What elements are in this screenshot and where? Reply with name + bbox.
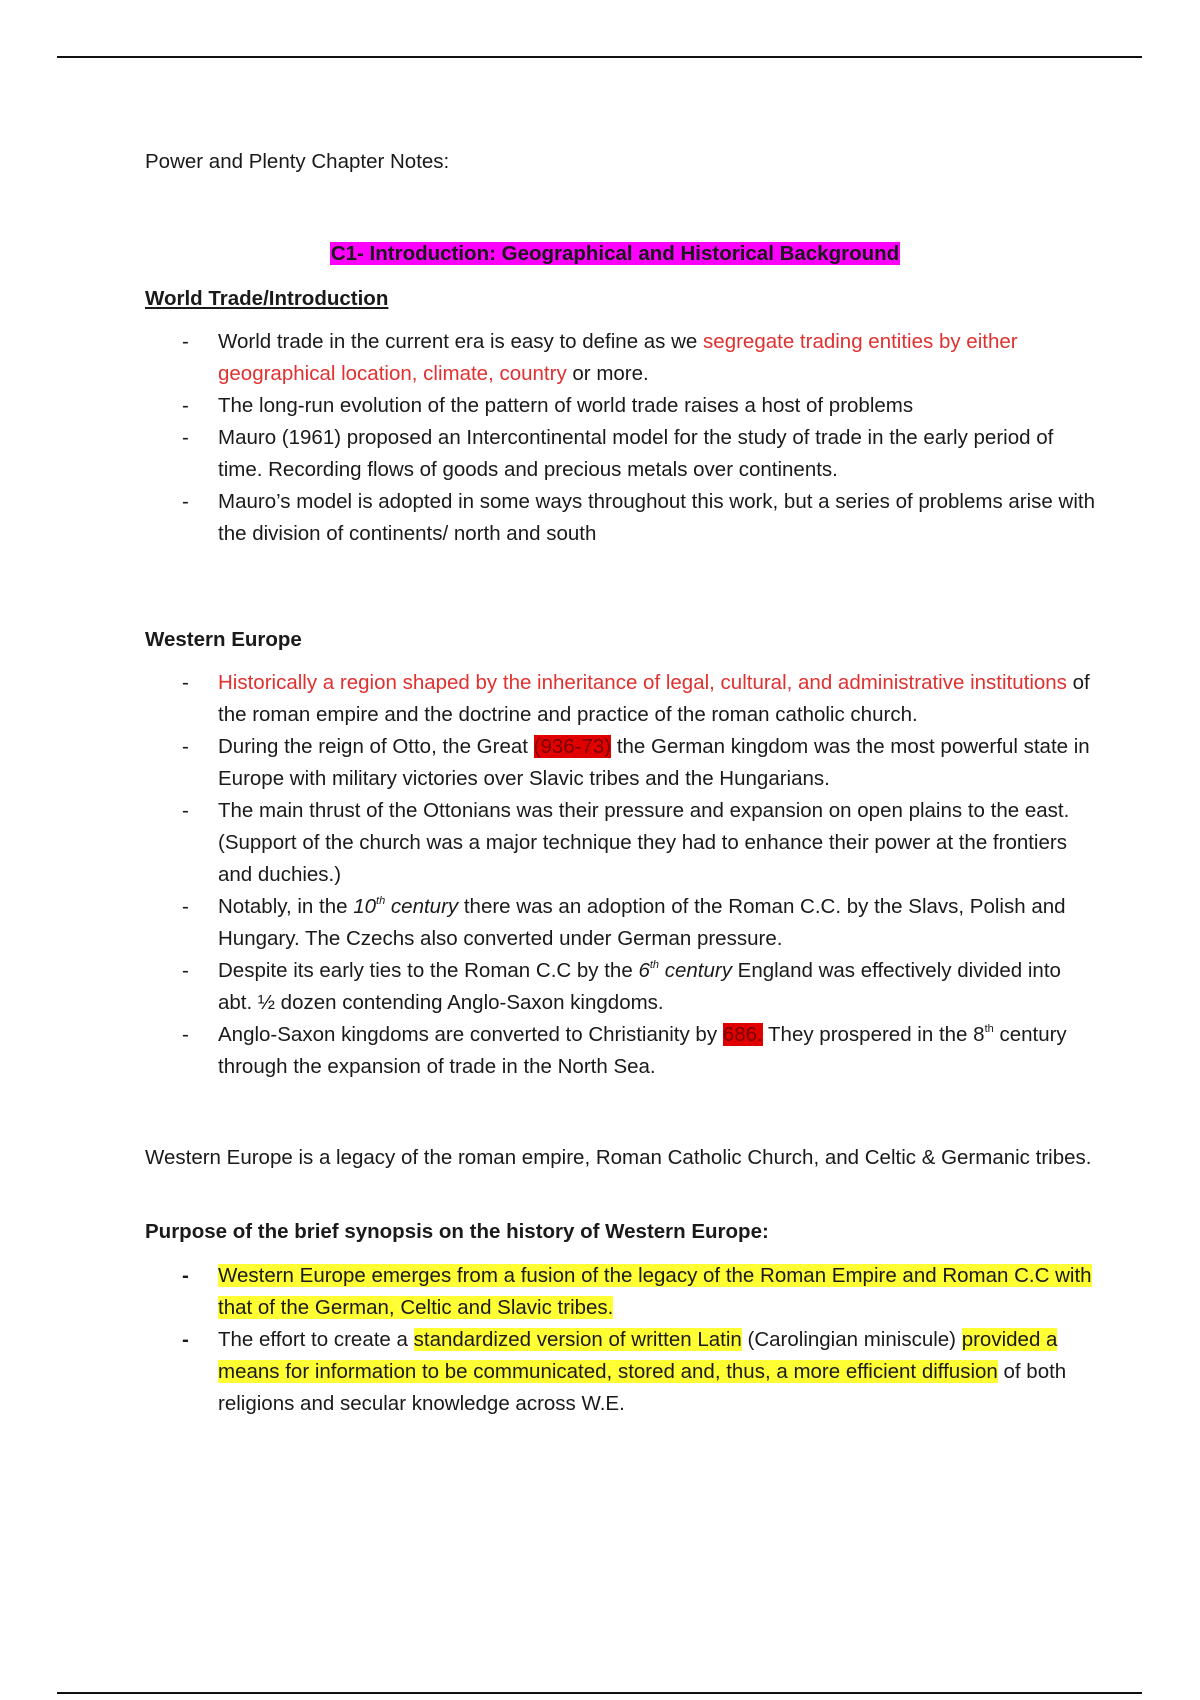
red-text: Historically a region shaped by the inheritance of legal, cultural, and administrative institutions [218, 671, 1067, 694]
list-item: - The effort to create a standardized version of written Latin (Carolingian miniscule) provided a means for information to be communicated, stored and, thus, a more efficient diffusion of both religions and secular knowledge across W.E. [145, 1324, 1095, 1420]
red-text: segregate trading entities by either geographical location, climate, country [218, 330, 1018, 385]
yellow-highlight: Western Europe emerges from a fusion of the legacy of the Roman Empire and Roman C.C with that of the German, Celtic and Slavic tribes. [218, 1264, 1092, 1319]
list-item [145, 1260, 1095, 1324]
list-item: - Notably, in the 10th century there was an adoption of the Roman C.C. by the Slavs, Polish and Hungary. The Czechs also converted under German pressure. [145, 891, 1095, 955]
list-item: - The main thrust of the Ottonians was their pressure and expansion on open plains to the east. (Support of the church was a major technique they had to enhance their power at the frontiers and duchies.) [145, 795, 1095, 891]
section-heading-world-trade: World Trade/Introduction [145, 287, 389, 310]
list-item: - Mauro (1961) proposed an Intercontinental model for the study of trade in the early period of time. Recording flows of goods and precious metals over continents. [145, 422, 1095, 486]
list-item: - Anglo-Saxon kingdoms are converted to Christianity by 686. They prospered in the 8th century through the expansion of trade in the North Sea. [145, 1019, 1095, 1083]
chapter-heading-wrap [145, 238, 1085, 270]
list-item: - Mauro’s model is adopted in some ways throughout this work, but a series of problems arise with the division of continents/ north and south [145, 486, 1095, 550]
list-item: - The long-run evolution of the pattern of world trade raises a host of problems [145, 390, 1095, 422]
western-europe-list [145, 667, 1095, 1083]
header-rule [57, 56, 1142, 58]
footer-rule [57, 1692, 1142, 1694]
section-heading-purpose: Purpose of the brief synopsis on the history of Western Europe: [145, 1220, 769, 1243]
list-item: - World trade in the current era is easy to define as we segregate trading entities by either geographical location, climate, country or more. [145, 326, 1095, 390]
purpose-list [145, 1260, 1095, 1420]
red-highlight: (936-73) [533, 735, 612, 758]
list-item: - During the reign of Otto, the Great (936-73) the German kingdom was the most powerful state in Europe with military victories over Slavic tribes and the Hungarians. [145, 731, 1095, 795]
list-item: - Despite its early ties to the Roman C.C by the 6th century England was effectively divided into abt. ½ dozen contending Anglo-Saxon kingdoms. [145, 955, 1095, 1019]
yellow-highlight: standardized version of written Latin [413, 1328, 742, 1351]
document-title: Power and Plenty Chapter Notes: [145, 150, 450, 173]
list-item: - Historically a region shaped by the inheritance of legal, cultural, and administrative institutions of the roman empire and the doctrine and practice of the roman catholic church. [145, 667, 1095, 731]
chapter-heading: C1- Introduction: Geographical and Historical Background [330, 242, 900, 265]
section-heading-western-europe: Western Europe [145, 628, 302, 651]
red-highlight: 686. [722, 1023, 763, 1046]
yellow-highlight: provided a means for information to be communicated, stored and, thus, a more efficient diffusion [218, 1328, 1058, 1383]
world-trade-list [145, 326, 1095, 550]
western-europe-summary: Western Europe is a legacy of the roman empire, Roman Catholic Church, and Celtic & Germanic tribes. [145, 1146, 1092, 1169]
